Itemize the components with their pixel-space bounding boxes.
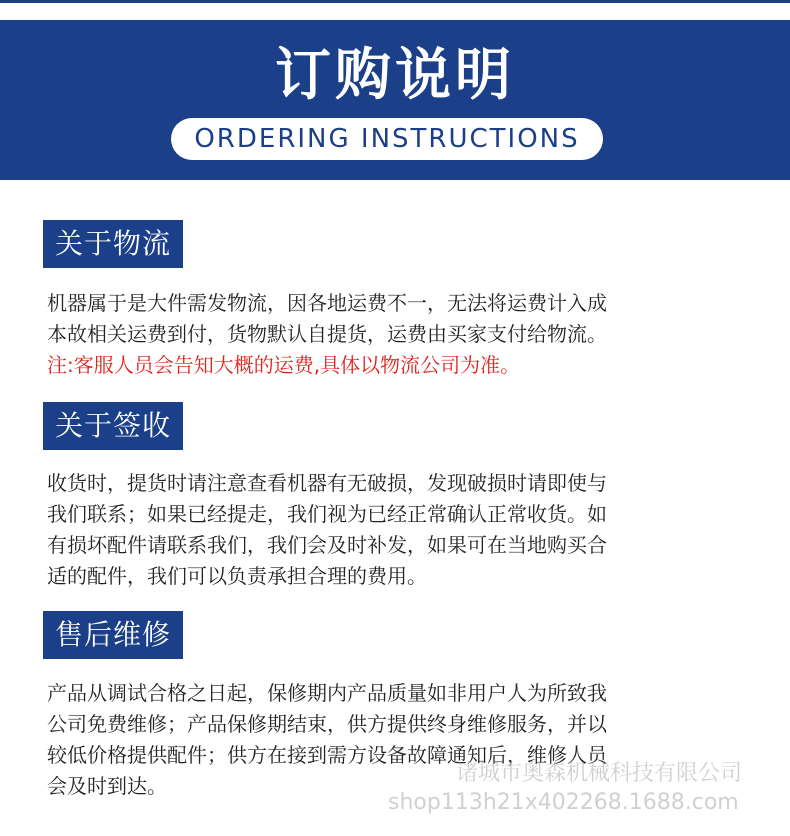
watermark-shop-url: shop113h21x402268.1688.com [388, 790, 739, 815]
section-label-receipt: 关于签收 [43, 402, 183, 450]
ordering-instructions-banner [0, 20, 790, 180]
paragraph-line: 收货时，提货时请注意查看机器有无破损，发现破损时请即使与 [47, 471, 607, 495]
paragraph-line: 产品从调试合格之日起，保修期内产品质量如非用户人为所致我 [47, 681, 607, 705]
banner-title: 订购说明 [275, 43, 515, 108]
paragraph-line: 本故相关运费到付，货物默认自提货，运费由买家支付给物流。 [47, 322, 607, 346]
receipt-paragraph [47, 468, 747, 592]
paragraph-line: 有损坏配件请联系我们，我们会及时补发，如果可在当地购买合 [47, 533, 607, 557]
paragraph-line: 会及时到达。 [47, 774, 167, 798]
logistics-note: 注:客服人员会告知大概的运费,具体以物流公司为准。 [47, 353, 521, 377]
paragraph-line: 我们联系；如果已经提走，我们视为已经正常确认正常收货。如 [47, 502, 607, 526]
paragraph-line: 较低价格提供配件；供方在接到需方设备故障通知后，维修人员 [47, 743, 607, 767]
section-label-logistics: 关于物流 [43, 220, 183, 268]
paragraph-line: 适的配件，我们可以负责承担合理的费用。 [47, 564, 427, 588]
paragraph-line: 公司免费维修；产品保修期结束，供方提供终身维修服务，并以 [47, 712, 607, 736]
banner-subtitle-pill: ORDERING INSTRUCTIONS [171, 118, 603, 160]
paragraph-line: 机器属于是大件需发物流，因各地运费不一，无法将运费计入成 [47, 291, 607, 315]
section-label-after-sales: 售后维修 [43, 611, 183, 659]
watermark-company: 诸城市奥森机械科技有限公司 [456, 761, 743, 786]
top-border-strip [0, 0, 790, 20]
logistics-paragraph [47, 288, 747, 350]
